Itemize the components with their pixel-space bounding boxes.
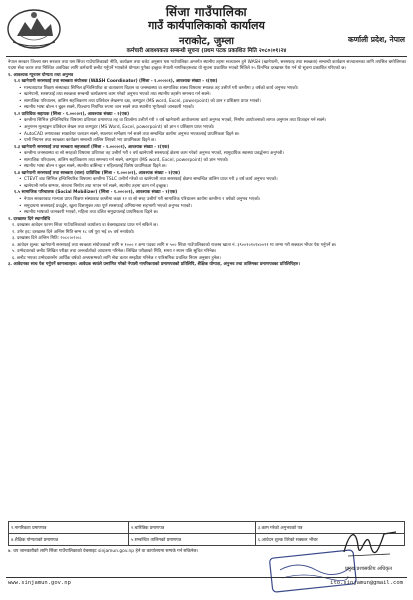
office-address: नराकोट, जुम्ला [179,36,234,47]
section-heading: १.३ खानेपानी सरसफाई तथा स्वच्छता सहजकर्ता (सिंजा - १.०००।०१), आवश्यक संख्या - १(एक) [14,144,170,150]
list-item: • पानी नियमन तथा स्वच्छता कार्यक्रम सम्बन्धी तालिम लिएको भए प्राथमिकता दिइने छ। [8,138,406,144]
table-cell: ५.सम्बन्धित तालिमको प्रमाणपत्र [128,534,255,546]
list-item: • स्थानीय भाषाको जानकारी भएको, महिला तथा दलित समुदायलाई प्राथमिकता दिइने छ। [8,210,406,216]
list-item: • खानेपानी, सरसफाई तथा स्वच्छता सम्बन्धी कार्यक्रममा काम गरेको अनुभव भएको तथा स्थानीय तहसँग समन्वय गर्न सक्ने। [8,92,406,98]
section-heading: १. आवश्यक न्यूनतम योग्यता तथा अनुभव [8,72,74,78]
numbered-item: २. उमेर हद: दरखास्त दिने अन्तिम मिति सम्म १८ वर्ष पूरा भई ४५ वर्ष ननाघेको। [12,229,135,235]
table-cell: २.चारित्रिक प्रमाणपत्र [128,522,255,534]
section-heading: ३. आवेदनका साथ पेश गर्नुपर्ने कागजातहरु: आवेदक स्वयंले प्रमाणित गरेको नेपाली नागरिकताको प्रमाणपत्रको प्रतिलिपि, शैक्षिक योग्यता, अनुभव तथा तालिमका प्रमाणपत्रका प्रतिलिपिहरु। [8,262,300,268]
header-divider [6,56,407,57]
notice-body [8,60,406,269]
list-item: • CTEVT बाट सिभिल इन्जिनियरिङ विषयमा कम्तीमा TSLC उत्तीर्ण गरेको वा खानेपानी तथा सरसफाई क्षेत्रमा सम्बन्धित तालिम प्राप्त गरी ३ वर्ष कार्य अनुभव भएको। [8,177,406,183]
numbered-item: ४. आवेदन शुल्क: खानेपानी सरसफाई तथा स्वच्छता संयोजकको लागि रु १००० र अन्य पदका लागि रु ५०० सिंजा गाउँपालिकाको राजस्व खाता नं. ३९००१०१०१४००२१ मा जम्मा गरी सक्कल भौचर पेश गर्नुपर्ने छ। [12,242,337,248]
list-item: • समुदायमा सरसफाई प्रवर्द्धन, खुला दिसामुक्त तथा पूर्ण सरसफाई अभियानमा सहभागी भएको अनुभव भएको। [8,204,406,210]
signature-icon [340,522,400,562]
table-cell: ६.आवेदन शुल्क तिरेको सक्कल भौचर [255,534,404,546]
list-item: • सामाजिक परिचालन, तालिम सहजिकरण तथा समन्वय गर्न सक्ने, कम्प्युटर (MS word, Excel, powerpoint) को ज्ञान भएको। [8,158,406,164]
numbered-item: ५. उम्मेदवारको छनौट लिखित परीक्षा तथा अन्तर्वार्ताको आधारमा गरिनेछ। लिखित परीक्षाको मिति, समय र स्थान पछि सूचित गरिनेछ। [12,249,217,255]
list-item: • अनुगमन मूल्याङ्कन प्रतिवेदन लेखन तथा कम्प्युटर (MS Word, Excel, powerpoint) को ज्ञान र प्रशिक्षण प्राप्त भएको। [8,125,406,131]
signature-title: प्रमुख प्रशासकीय अधिकृत [345,566,392,572]
office-name: गाउँ कार्यपालिकाको कार्यालय [148,19,265,32]
section-heading: १.२ प्राविधिक सहायक (सिंजा - १.०००।०१), आवश्यक संख्या - १(एक) [14,111,130,117]
footer-email[interactable]: ito.sinjamun@gmail.com [330,580,403,586]
list-item: • खानेपानी मर्मत सम्भार, संरचना निर्माण तथा मापन गर्न सक्ने, स्थानीय तहमा काम गर्न इच्छुक। [8,184,406,190]
list-item: • AutoCAD लगायतका सफ्टवेयर चलाउन सक्ने, स्थलगत सर्भेक्षण गर्न सक्ने तथा सम्बन्धित कार्यमा अनुभव भएकालाई प्राथमिकता दिइने छ। [8,132,406,138]
footer-divider [6,577,407,578]
list-item: • कम्तीमा सिभिल इन्जिनियरिङ विषयमा प्रविणता प्रमाणपत्र तह वा डिप्लोमा उत्तीर्ण गरी २ वर्ष खानेपानी आयोजनामा कार्य अनुभव भएको, निर्माण आयोजनाको लागत अनुमान तथा डिजाइन गर्न सक्ने। [8,118,406,124]
notice-title: कर्मचारी आवश्यकता सम्बन्धी सूचना (प्रथम पटक प्रकाशित मिति २०८०।०१।२४ [126,48,287,54]
section-heading: २. दरखास्त दिने स्थानविधि [8,216,51,222]
section-heading: १.१ खानेपानी सरसफाई तथा स्वच्छता संयोजक (WASH Coordinator) (सिंजा - १.०००।०१), आवश्यक संख्या - १(एक) [14,79,218,85]
province-name: कर्णाली प्रदेश, नेपाल [347,35,405,44]
list-item: • मान्यताप्राप्त शिक्षण संस्थाबाट सिभिल इन्जिनियरिङ वा वातावरण विज्ञान वा जनस्वास्थ्य वा सामाजिक शास्त्र विषयमा स्नातक तह उत्तीर्ण गरी कम्तीमा ३ वर्षको कार्य अनुभव भएको। [8,86,406,92]
numbered-item: ६. छनौट भएका उम्मेदवारसँग आर्थिक वर्षको अन्त्यसम्मको लागि सेवा करार सम्झौता गरिनेछ र पारिश्रमिक प्रचलित नियम अनुसार हुनेछ। [12,255,221,261]
section-heading: १.५ सामाजिक परिचालक (Social Mobilizer) (सिंजा - १.०००।०१), आवश्यक संख्या - १(एक) [14,190,178,196]
footer-website[interactable]: www.sinjamun.gov.np [8,580,71,586]
municipality-name: सिंजा गाउँपालिका [165,5,248,19]
numbered-item: ३. दरखास्त दिने अन्तिम मिति: २०८०।०२।०८ [12,236,82,242]
letterhead [0,0,413,62]
table-cell: ३.काम गरेको अनुभवको पत्र [255,522,404,534]
section-heading: १.४ खानेपानी सरसफाई तथा स्वच्छता (वाश) प्राविधिक (सिंजा - १.०००।०१), आवश्यक संख्या - १(एक) [14,170,181,176]
numbered-item: १. दरखास्त आवेदन फारम सिंजा गाउँपालिकाको कार्यालय वा वेबसाइटबाट प्राप्त गर्न सकिने छ। [12,223,158,229]
final-note: ७. थप जानकारीको लागि सिंजा गाउँपालिकाको वेबसाइट sinjamun.gov.np हेर्न वा कार्यालयमा सम्पर्क गर्न सकिनेछ। [8,549,199,554]
table-cell: ४.शैक्षिक योग्यताको प्रमाणपत्र [9,534,129,546]
list-item: • नेपाल सरकारबाट मान्यता प्राप्त शिक्षण संस्थाबाट कम्तीमा कक्षा १२ वा सो सरह उत्तीर्ण गरी सामाजिक परिचालन कार्यमा कम्तीमा १ वर्षको अनुभव भएको। [8,197,406,203]
intro-paragraph: नेपाल सरकार जिल्ला स्तर सरकार तथा यस सिंजा गाउँपालिकाको नीति, कार्यक्रम तथा बजेट अनुसार यस गाउँपालिका अन्तर्गत स्थानीय तहमा सञ्चालन हुने WASH (खानेपानी, सरसफाइ तथा स्वच्छता) सम्बन्धी कार्यक्रम सञ्चालनका लागि तपसिल बमोजिमका पदमा सेवा करार तथा निश्चित अवधिका लागि कर्मचारी छनौट गर्नुपर्ने भएकोले योग्यता पुगेका इच्छुक नेपाली नागरिकहरुबाट यो सूचना प्रकाशित भएको मितिले १५ दिनभित्र दरखास्त पेश गर्न यो सूचना प्रकाशित गरिएको छ। [8,60,406,72]
list-item: • सामाजिक परिचालन, तालिम सहजिकरण तथा प्रतिवेदन लेखनमा दक्ष, कम्प्युटर (MS word, Excel, powerpoint) को ज्ञान र प्रशिक्षण प्राप्त भएको। [8,99,406,105]
list-item: • कम्तीमा जनस्वास्थ्य वा सो सरहको विषयमा प्रविणता तह उत्तीर्ण गरी २ वर्ष खानेपानी सरसफाई क्षेत्रमा काम गरेको अनुभव भएको, सामुदायिक स्वास्थ्य प्रवर्द्धनमा अनुभवी। [8,151,406,157]
list-item: • स्थानीय भाषा बोल्न र बुझ्न सक्ने, फिल्डमा नियमित रुपमा जान सक्ने तथा स्थानीय भूगोलको जानकारी भएको। [8,105,406,111]
list-item: • स्थानीय भाषा बोल्न र बुझ्न सक्ने, स्थानीय बासिन्दा र महिलालाई विशेष प्राथमिकता दिइने छ। [8,164,406,170]
table-cell: १.नागरिकता प्रमाणपत्र [9,522,129,534]
